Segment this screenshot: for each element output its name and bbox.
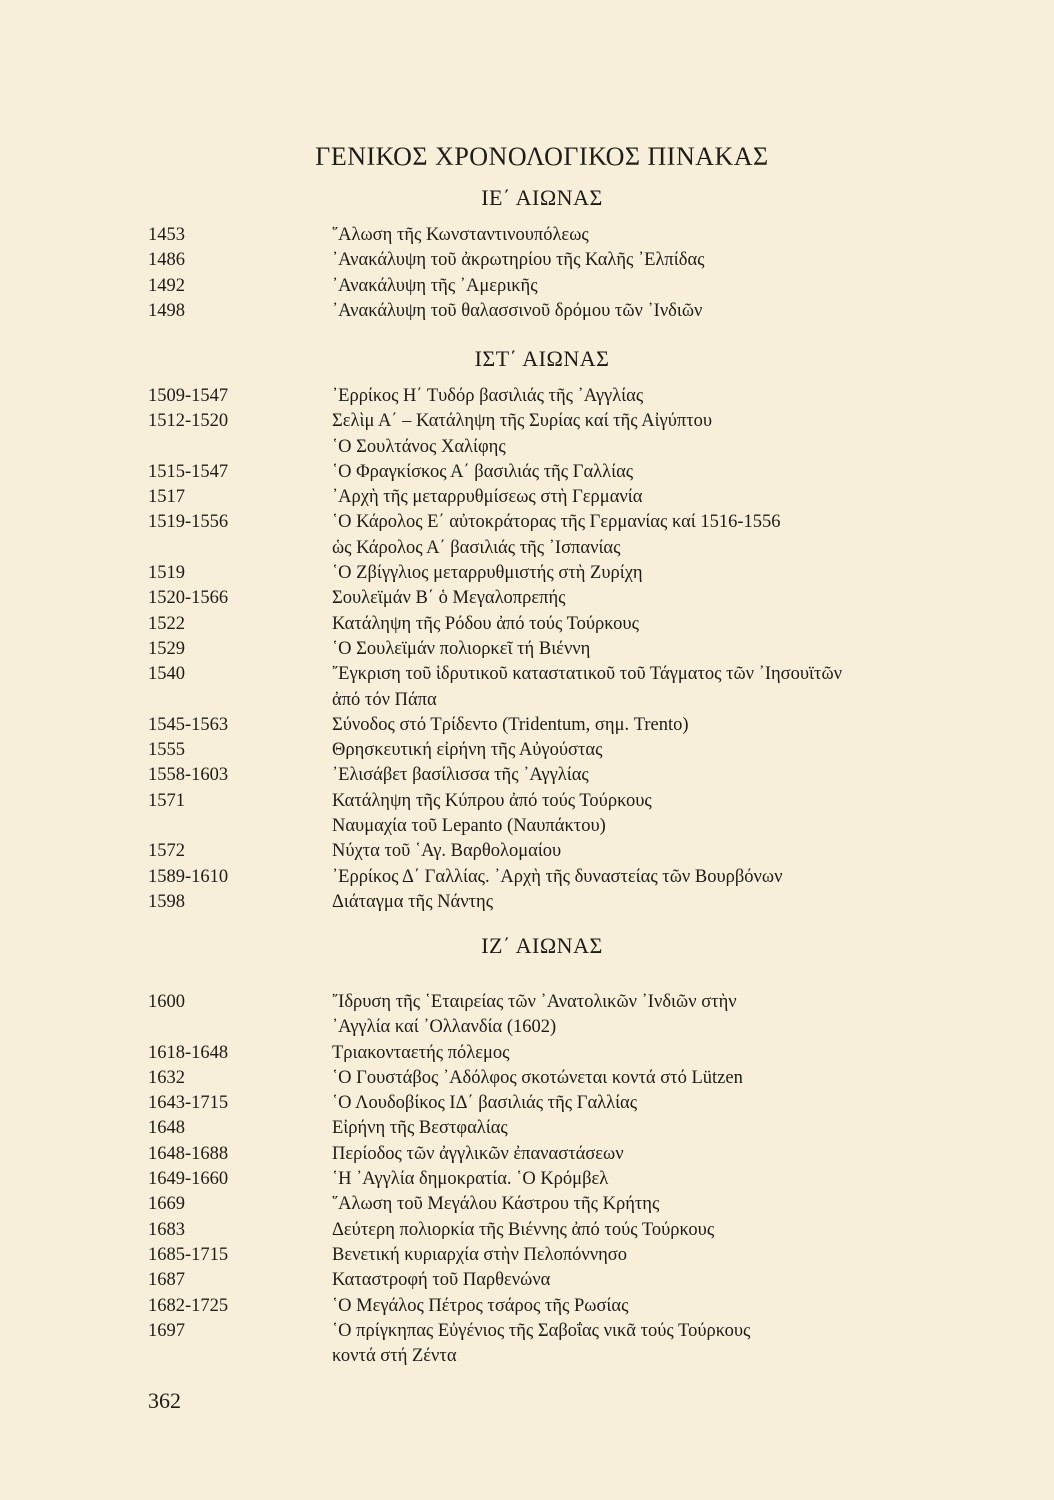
row-year: 1453	[148, 225, 185, 245]
chronology-row	[148, 865, 928, 890]
row-year: 1522	[148, 613, 185, 634]
row-event: ᾿Ελισάβετ βασίλισσα τῆς ᾿Αγγλίας	[332, 765, 589, 786]
chronology-row	[148, 435, 928, 460]
chronology-row	[148, 662, 928, 687]
row-event: Σύνοδος στό Τρίδεντο (Tridentum, σημ. Trento)	[332, 714, 689, 735]
chronology-row	[148, 485, 928, 510]
row-year: 1492	[148, 275, 185, 296]
row-event: ᾿Ανακάλυψη τοῦ ἀκρωτηρίου τῆς Καλῆς ᾿Ελπίδας	[332, 250, 705, 271]
row-year: 1572	[148, 841, 185, 862]
row-event: ῾Ο Κάρολος Ε΄ αὐτοκράτορας τῆς Γερμανίας καί 1516-1556	[332, 512, 781, 533]
row-event: Σελὶμ Α΄ – Κατάληψη τῆς Συρίας καί τῆς Αἰγύπτου	[332, 411, 713, 432]
chronology-row	[148, 1294, 928, 1319]
row-event: ῾Ο Λουδοβίκος ΙΔ΄ βασιλιάς τῆς Γαλλίας	[332, 1093, 638, 1114]
chronology-row	[148, 510, 928, 535]
row-event: ῾Ο Σουλτάνος Χαλίφης	[332, 436, 506, 457]
row-year: 1519	[148, 563, 185, 584]
row-event: ῾Η ᾿Αγγλία δημοκρατία. ῾Ο Κρόμβελ	[332, 1169, 609, 1190]
chronology-row	[148, 763, 928, 788]
row-event: ῾Ο Σουλεϊμάν πολιορκεῖ τή Βιέννη	[332, 638, 591, 659]
row-event: ἀπό τόν Πάπα	[332, 689, 437, 710]
row-event: Τριακονταετής πόλεμος	[332, 1042, 510, 1063]
row-year: 1697	[148, 1320, 185, 1341]
row-year: 1520-1566	[148, 588, 229, 609]
row-year: 1685-1715	[148, 1244, 229, 1265]
row-year: 1545-1563	[148, 714, 229, 735]
row-year: 1687	[148, 1270, 185, 1291]
row-year: 1529	[148, 638, 185, 659]
chronology-row	[148, 789, 928, 814]
row-event: Κατάληψη τῆς Κύπρου ἀπό τούς Τούρκους	[332, 790, 652, 811]
page-number: 362	[148, 1388, 181, 1413]
chronology-row	[148, 409, 928, 434]
row-year: 1558-1603	[148, 765, 229, 786]
row-event: κοντά στή Ζέντα	[332, 1346, 457, 1367]
chronology-row	[148, 1091, 928, 1116]
row-event: ῎Εγκριση τοῦ ἱδρυτικοῦ καταστατικοῦ τοῦ Τάγματος τῶν ᾿Ιησουϊτῶν	[332, 664, 843, 685]
row-event: ῞Αλωση τῆς Κωνσταντινουπόλεως	[332, 225, 589, 245]
row-year: 1669	[148, 1194, 185, 1215]
chronology-row	[148, 1192, 928, 1217]
page-title: ΓΕΝΙΚΟΣ ΧΡΟΝΟΛΟΓΙΚΟΣ ΠΙΝΑΚΑΣ	[315, 142, 769, 171]
row-event: ῾Ο Φραγκίσκος Α΄ βασιλιάς τῆς Γαλλίας	[332, 461, 634, 482]
row-year: 1618-1648	[148, 1042, 229, 1063]
chronology-row	[148, 1167, 928, 1192]
row-event: ῾Ο Ζβίγγλιος μεταρρυθμιστής στὴ Ζυρίχη	[332, 563, 643, 584]
row-year: 1632	[148, 1067, 185, 1088]
chronology-row	[148, 586, 928, 611]
row-event: ῾Ο πρίγκηπας Εὐγένιος τῆς Σαβοΐας νικᾶ τούς Τούρκους	[332, 1320, 751, 1341]
chronology-row	[148, 248, 928, 273]
row-year: 1571	[148, 790, 185, 811]
chronology-row	[148, 1142, 928, 1167]
row-event: ῎Ιδρυση τῆς ῾Εταιρείας τῶν ᾿Ανατολικῶν ᾿Ινδιῶν στὴν	[332, 992, 737, 1012]
chronology-row	[148, 1015, 928, 1040]
row-year: 1517	[148, 487, 185, 508]
row-event: Εἰρήνη τῆς Βεστφαλίας	[332, 1118, 508, 1139]
chronology-row	[148, 839, 928, 864]
row-year: 1648-1688	[148, 1143, 229, 1164]
section-heading-17th-century: ΙΖ΄ ΑΙΩΝΑΣ	[481, 933, 603, 958]
row-event: ᾿Ερρίκος Δ΄ Γαλλίας. ᾿Αρχὴ τῆς δυναστείας τῶν Βουρβόνων	[332, 866, 783, 887]
row-year: 1555	[148, 740, 185, 761]
row-year: 1643-1715	[148, 1093, 229, 1114]
chronology-row	[148, 1116, 928, 1141]
row-event: ὡς Κάρολος Α΄ βασιλιάς τῆς ᾿Ισπανίας	[332, 537, 621, 558]
row-year: 1540	[148, 664, 185, 685]
chronology-row	[148, 536, 928, 561]
section-16th-century-rows	[148, 384, 928, 915]
chronology-row	[148, 274, 928, 299]
section-heading-16th-century: ΙΣΤ΄ ΑΙΩΝΑΣ	[474, 346, 610, 371]
chronology-row	[148, 1066, 928, 1091]
row-event: ᾿Ερρίκος Η΄ Τυδόρ βασιλιάς τῆς ᾿Αγγλίας	[332, 386, 644, 406]
row-event: ῾Ο Γουστάβος ᾿Αδόλφος σκοτώνεται κοντά στό Lützen	[332, 1067, 743, 1088]
row-year: 1649-1660	[148, 1169, 229, 1190]
row-year: 1519-1556	[148, 512, 229, 533]
chronology-row	[148, 1319, 928, 1344]
row-event: Θρησκευτική εἰρήνη τῆς Αὐγούστας	[332, 740, 603, 761]
row-year: 1515-1547	[148, 461, 229, 482]
row-event: ῾Ο Μεγάλος Πέτρος τσάρος τῆς Ρωσίας	[332, 1295, 629, 1316]
row-event: Καταστροφή τοῦ Παρθενώνα	[332, 1270, 551, 1291]
chronology-row	[148, 814, 928, 839]
row-event: Δεύτερη πολιορκία τῆς Βιέννης ἀπό τούς Τούρκους	[332, 1219, 715, 1240]
chronology-row	[148, 223, 928, 248]
chronology-row	[148, 890, 928, 915]
chronology-row	[148, 299, 928, 324]
chronology-row	[148, 1243, 928, 1268]
row-event: ᾿Ανακάλυψη τοῦ θαλασσινοῦ δρόμου τῶν ᾿Ινδιῶν	[332, 300, 703, 321]
section-17th-century-rows	[148, 990, 928, 1369]
row-event: Βενετική κυριαρχία στὴν Πελοπόννησο	[332, 1244, 628, 1265]
chronology-row	[148, 384, 928, 409]
row-event: Ναυμαχία τοῦ Lepanto (Ναυπάκτου)	[332, 816, 606, 837]
row-event: ᾿Αγγλία καί ᾿Ολλανδία (1602)	[332, 1017, 557, 1038]
row-year: 1682-1725	[148, 1295, 229, 1316]
row-year: 1598	[148, 891, 185, 912]
row-event: Νύχτα τοῦ ῾Αγ. Βαρθολομαίου	[332, 841, 562, 862]
row-year: 1683	[148, 1219, 185, 1240]
row-event: Διάταγμα τῆς Νάντης	[332, 891, 494, 912]
row-event: ῞Αλωση τοῦ Μεγάλου Κάστρου τῆς Κρήτης	[332, 1194, 660, 1215]
row-year: 1648	[148, 1118, 185, 1139]
row-event: Κατάληψη τῆς Ρόδου ἀπό τούς Τούρκους	[332, 613, 639, 634]
chronology-row	[148, 1344, 928, 1369]
chronology-row	[148, 1268, 928, 1293]
chronology-row	[148, 460, 928, 485]
section-15th-century-rows	[148, 223, 928, 324]
row-event: Περίοδος τῶν ἀγγλικῶν ἐπαναστάσεων	[332, 1143, 624, 1164]
row-event: ᾿Ανακάλυψη τῆς ᾿Αμερικῆς	[332, 275, 538, 296]
row-year: 1486	[148, 250, 185, 271]
row-year: 1512-1520	[148, 411, 229, 432]
chronology-row	[148, 688, 928, 713]
chronology-row	[148, 738, 928, 763]
row-year: 1498	[148, 300, 185, 321]
row-year: 1600	[148, 992, 185, 1012]
row-year: 1589-1610	[148, 866, 229, 887]
chronology-row	[148, 612, 928, 637]
chronology-row	[148, 637, 928, 662]
chronology-row	[148, 990, 928, 1015]
row-year: 1509-1547	[148, 386, 229, 406]
row-event: Σουλεϊμάν Β΄ ὁ Μεγαλοπρεπής	[332, 588, 566, 609]
chronology-row	[148, 1041, 928, 1066]
section-heading-15th-century: ΙΕ΄ ΑΙΩΝΑΣ	[481, 185, 603, 210]
row-event: ᾿Αρχὴ τῆς μεταρρυθμίσεως στὴ Γερμανία	[332, 487, 643, 508]
chronology-row	[148, 561, 928, 586]
chronology-row	[148, 713, 928, 738]
chronology-row	[148, 1218, 928, 1243]
